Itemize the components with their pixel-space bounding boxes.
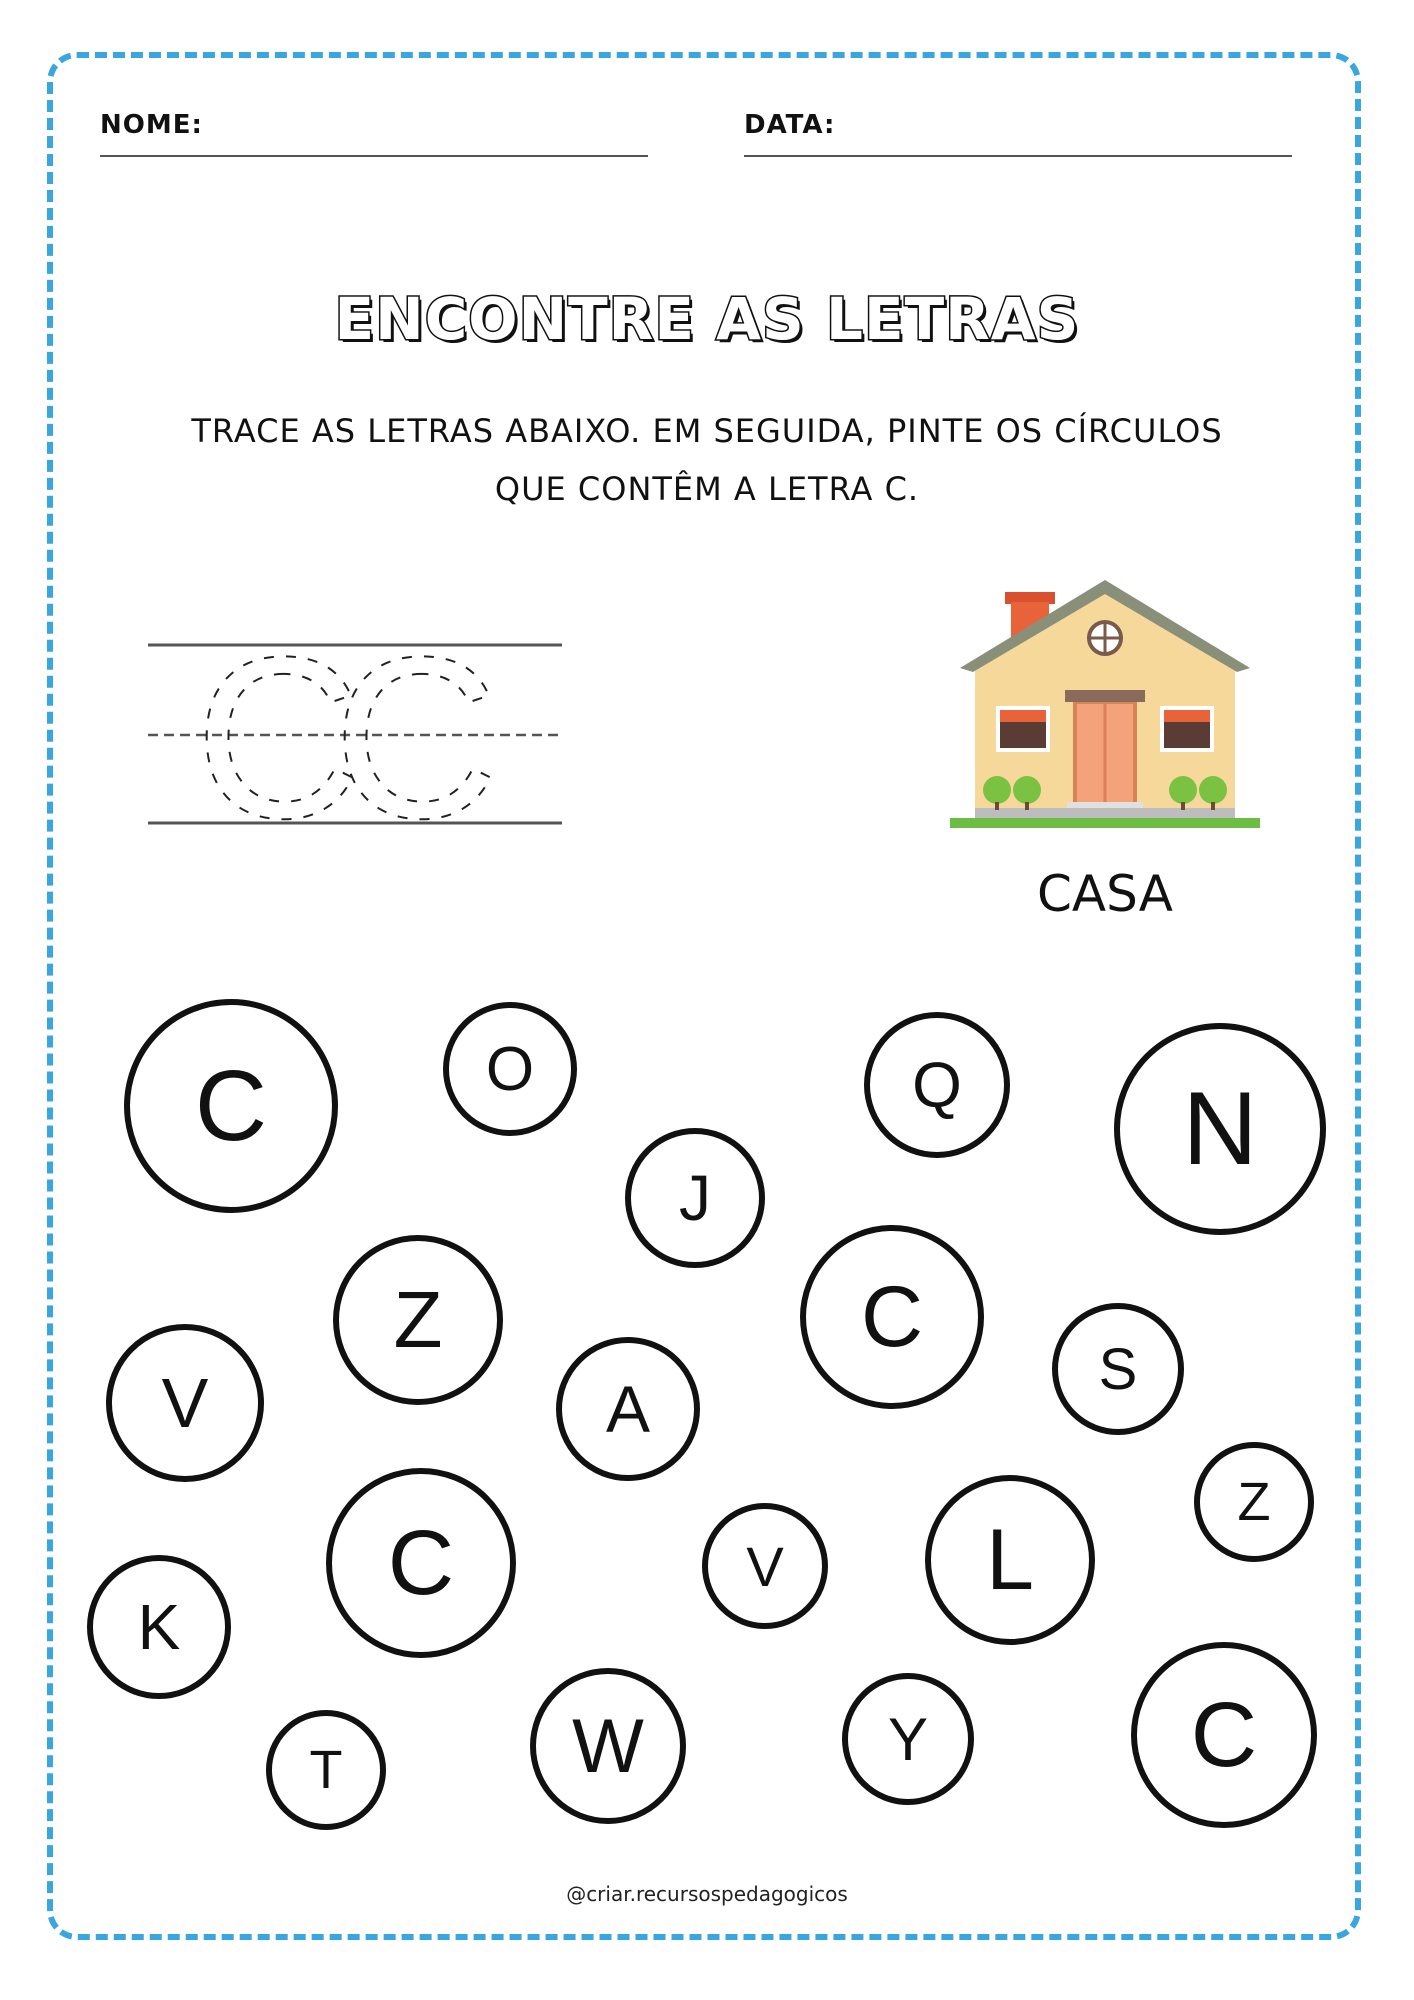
letter-circle[interactable]: W <box>530 1668 686 1824</box>
tracing-letter-2: C <box>333 635 500 835</box>
name-label: NOME: <box>100 110 203 140</box>
date-label: DATA: <box>744 110 836 140</box>
letter-circle[interactable]: V <box>106 1324 264 1482</box>
letter-circle[interactable]: Z <box>1194 1442 1314 1562</box>
letter-circle[interactable]: Y <box>842 1673 974 1805</box>
instructions-line-2: QUE CONTÊM A LETRA C. <box>494 470 920 508</box>
letter-circle[interactable]: C <box>326 1468 516 1658</box>
letter-circle[interactable]: V <box>702 1503 828 1629</box>
instructions-line-1: TRACE AS LETRAS ABAIXO. EM SEGUIDA, PINTE OS CÍRCULOS <box>191 412 1223 450</box>
letter-circle[interactable]: C <box>1131 1642 1317 1828</box>
picture-label: CASA <box>1037 865 1173 923</box>
letter-circle[interactable]: L <box>925 1475 1095 1645</box>
tracing-letter-1: C <box>195 635 362 835</box>
letter-circle[interactable]: S <box>1052 1303 1184 1435</box>
page-title: ENCONTRE AS LETRAS <box>334 285 1080 353</box>
letter-circle[interactable]: C <box>800 1225 984 1409</box>
letter-circle[interactable]: Q <box>864 1012 1010 1158</box>
letter-circle[interactable]: A <box>556 1337 700 1481</box>
letter-circle[interactable]: J <box>625 1128 765 1268</box>
letter-circle[interactable]: T <box>266 1710 386 1830</box>
letter-circle[interactable]: K <box>87 1555 231 1699</box>
letter-circle[interactable]: Z <box>333 1235 503 1405</box>
letter-circle[interactable]: O <box>443 1002 577 1136</box>
letter-circle[interactable]: N <box>1114 1023 1326 1235</box>
letter-circle[interactable]: C <box>124 999 338 1213</box>
footer-credit: @criar.recursospedagogicos <box>566 1882 848 1906</box>
